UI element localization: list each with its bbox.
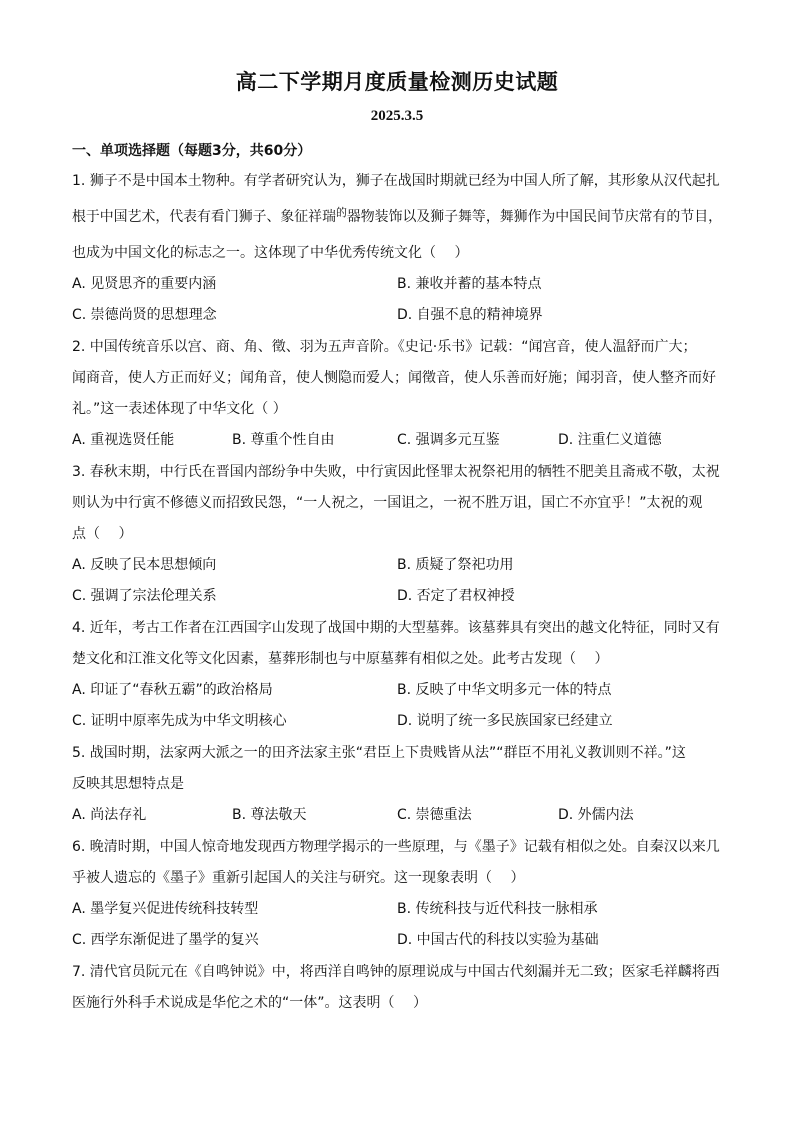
exam-date: 2025.3.5 [370, 108, 424, 124]
question-6-option-c[interactable]: C. 西学东渐促进了墨学的复兴 [72, 932, 259, 948]
question-6-option-b[interactable]: B. 传统科技与近代科技一脉相承 [397, 901, 598, 917]
question-2-option-b[interactable]: B. 尊重个性自由 [232, 432, 335, 448]
question-6-line-2: 乎被人遗忘的《墨子》重新引起国人的关注与研究。这一现象表明（ ） [72, 870, 525, 886]
question-6-option-a[interactable]: A. 墨学复兴促进传统科技转型 [72, 901, 259, 917]
question-1-inline-char: 的 [335, 206, 347, 219]
question-5-option-c[interactable]: C. 崇德重法 [397, 807, 472, 823]
question-7-line-2: 医施行外科手术说成是华佗之术的“一体”。这表明（ ） [72, 995, 427, 1011]
exam-title: 高二下学期月度质量检测历史试题 [235, 70, 559, 94]
question-2-option-a[interactable]: A. 重视选贤任能 [72, 432, 175, 448]
question-4-option-b[interactable]: B. 反映了中华文明多元一体的特点 [397, 682, 612, 698]
question-7-line-1: 7. 清代官员阮元在《自鸣钟说》中，将西洋自鸣钟的原理说成与中国古代刻漏并无二致；医家毛祥麟将西 [72, 964, 720, 980]
section-heading: 一、单项选择题（每题3分，共60分） [72, 143, 312, 159]
question-4-line-2: 楚文化和江淮文化等文化因素，墓葬形制也与中原墓葬有相似之处。此考古发现（ ） [72, 651, 609, 667]
question-3-option-d[interactable]: D. 否定了君权神授 [397, 588, 515, 604]
question-6-line-1: 6. 晚清时期，中国人惊奇地发现西方物理学揭示的一些原理，与《墨子》记载有相似之处。自秦汉以来几 [72, 839, 720, 855]
question-3-line-2: 则认为中行寅不修德义而招致民怨，“一人祝之，一国诅之，一祝不胜万诅，国亡不亦宜乎！”太祝的观 [72, 495, 703, 511]
question-3-option-a[interactable]: A. 反映了民本思想倾向 [72, 557, 217, 573]
question-4-option-a[interactable]: A. 印证了“春秋五霸”的政治格局 [72, 682, 273, 698]
question-1-option-d[interactable]: D. 自强不息的精神境界 [397, 307, 543, 323]
question-4-option-c[interactable]: C. 证明中原率先成为中华文明核心 [72, 713, 287, 729]
question-1-option-b[interactable]: B. 兼收并蓄的基本特点 [397, 276, 542, 292]
question-3-line-3: 点（ ） [72, 526, 133, 542]
question-2-line-2: 闻商音，使人方正而好义；闻角音，使人恻隐而爱人；闻徵音，使人乐善而好施；闻羽音，使人整齐而好 [72, 370, 716, 386]
question-5-line-1: 5. 战国时期，法家两大派之一的田齐法家主张“君臣上下贵贱皆从法”“群臣不用礼义教训则不祥。”这 [72, 745, 686, 761]
question-1-option-a[interactable]: A. 见贤思齐的重要内涵 [72, 276, 217, 292]
question-6-option-d[interactable]: D. 中国古代的科技以实验为基础 [397, 932, 599, 948]
question-1-line-2: 根于中国艺术，代表有看门狮子、象征祥瑞$^的$器物装饰以及狮子舞等，舞狮作为中国民间节庆常有的节目， [72, 206, 722, 225]
question-2-line-1: 2. 中国传统音乐以宫、商、角、徵、羽为五声音阶。《史记·乐书》记载：“闻宫音，使人温舒而广大； [72, 339, 697, 355]
question-4-line-1: 4. 近年，考古工作者在江西国字山发现了战国中期的大型墓葬。该墓葬具有突出的越文化特征，同时又有 [72, 620, 720, 636]
question-2-option-d[interactable]: D. 注重仁义道德 [558, 432, 662, 448]
question-3-line-1: 3. 春秋末期，中行氏在晋国内部纷争中失败，中行寅因此怪罪太祝祭祀用的牺牲不肥美且斋戒不敬，太祝 [72, 464, 720, 480]
question-5-line-2: 反映其思想特点是 [72, 776, 184, 792]
question-3-option-b[interactable]: B. 质疑了祭祀功用 [397, 557, 514, 573]
question-5-option-a[interactable]: A. 尚法存礼 [72, 807, 147, 823]
question-1-line-1: 1. 狮子不是中国本土物种。有学者研究认为，狮子在战国时期就已经为中国人所了解，其形象从汉代起扎 [72, 173, 720, 189]
question-1-option-c[interactable]: C. 崇德尚贤的思想理念 [72, 307, 217, 323]
question-5-option-b[interactable]: B. 尊法敬天 [232, 807, 307, 823]
question-2-line-3: 礼。”这一表述体现了中华文化（ ） [72, 401, 287, 417]
question-5-option-d[interactable]: D. 外儒内法 [558, 807, 634, 823]
question-1-line-3: 也成为中国文化的标志之一。这体现了中华优秀传统文化（ ） [72, 245, 469, 261]
question-4-option-d[interactable]: D. 说明了统一多民族国家已经建立 [397, 713, 613, 729]
question-2-option-c[interactable]: C. 强调多元互鉴 [397, 432, 500, 448]
question-3-option-c[interactable]: C. 强调了宗法伦理关系 [72, 588, 217, 604]
